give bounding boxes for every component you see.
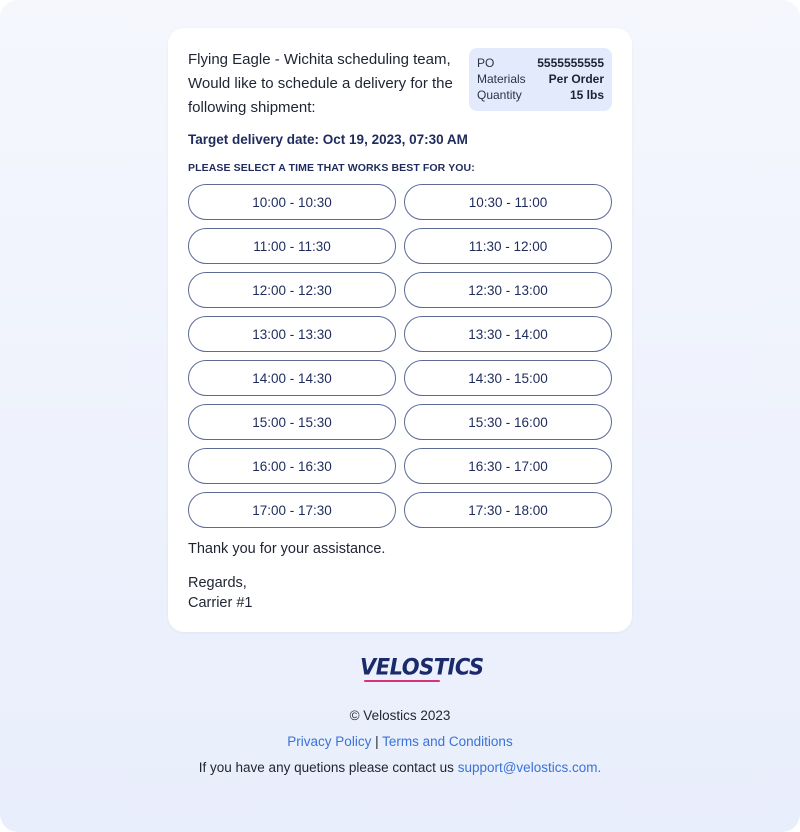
po-label: PO	[477, 56, 495, 70]
time-slot-grid	[188, 184, 612, 528]
shipment-row-po	[477, 55, 604, 71]
quantity-label: Quantity	[477, 88, 522, 102]
po-value: 5555555555	[537, 56, 604, 70]
support-email-link[interactable]: support@velostics.com.	[457, 760, 602, 775]
copyright-text: © Velostics 2023	[349, 708, 451, 723]
time-slot-button[interactable]: 16:00 - 16:30	[188, 448, 396, 484]
materials-value: Per Order	[548, 72, 604, 86]
time-slot-button[interactable]: 15:00 - 15:30	[188, 404, 396, 440]
time-slot-button[interactable]: 11:30 - 12:00	[404, 228, 612, 264]
terms-link[interactable]: Terms and Conditions	[382, 734, 513, 749]
message-card	[168, 28, 632, 632]
time-slot-button[interactable]: 17:30 - 18:00	[404, 492, 612, 528]
contact-line	[0, 760, 800, 775]
target-delivery-date: Target delivery date: Oct 19, 2023, 07:30 AM	[188, 132, 468, 147]
contact-text: If you have any quetions please contact us	[198, 760, 454, 775]
logo-wordmark: VELOSTICS	[360, 654, 484, 680]
regards-text: Regards,	[188, 575, 247, 591]
shipment-row-materials	[477, 71, 604, 87]
quantity-value: 15 lbs	[569, 88, 604, 102]
time-slot-button[interactable]: 16:30 - 17:00	[404, 448, 612, 484]
greeting-text: Flying Eagle - Wichita scheduling team,	[188, 51, 451, 68]
sign-off	[188, 573, 252, 613]
velostics-logo	[360, 654, 484, 686]
time-slot-button[interactable]: 12:30 - 13:00	[404, 272, 612, 308]
shipment-info-box	[469, 48, 612, 111]
materials-label: Materials	[477, 72, 526, 86]
time-slot-button[interactable]: 13:30 - 14:00	[404, 316, 612, 352]
time-slot-button[interactable]: 13:00 - 13:30	[188, 316, 396, 352]
link-separator: |	[375, 734, 379, 749]
time-slot-button[interactable]: 14:00 - 14:30	[188, 360, 396, 396]
request-text: Would like to schedule a delivery for the following shipment:	[188, 75, 453, 116]
time-slot-button[interactable]: 12:00 - 12:30	[188, 272, 396, 308]
signature-text: Carrier #1	[188, 595, 253, 611]
shipment-row-quantity	[477, 87, 604, 103]
logo-underline	[364, 680, 440, 682]
privacy-policy-link[interactable]: Privacy Policy	[287, 734, 372, 749]
time-slot-button[interactable]: 11:00 - 11:30	[188, 228, 396, 264]
thanks-text: Thank you for your assistance.	[188, 541, 386, 557]
time-slot-button[interactable]: 15:30 - 16:00	[404, 404, 612, 440]
time-slot-button[interactable]: 10:30 - 11:00	[404, 184, 612, 220]
footer-links	[0, 734, 800, 749]
time-slot-button[interactable]: 17:00 - 17:30	[188, 492, 396, 528]
time-slot-button[interactable]: 14:30 - 15:00	[404, 360, 612, 396]
time-slot-button[interactable]: 10:00 - 10:30	[188, 184, 396, 220]
select-time-prompt: PLEASE SELECT A TIME THAT WORKS BEST FOR YOU:	[188, 162, 475, 174]
message-intro	[188, 48, 458, 120]
